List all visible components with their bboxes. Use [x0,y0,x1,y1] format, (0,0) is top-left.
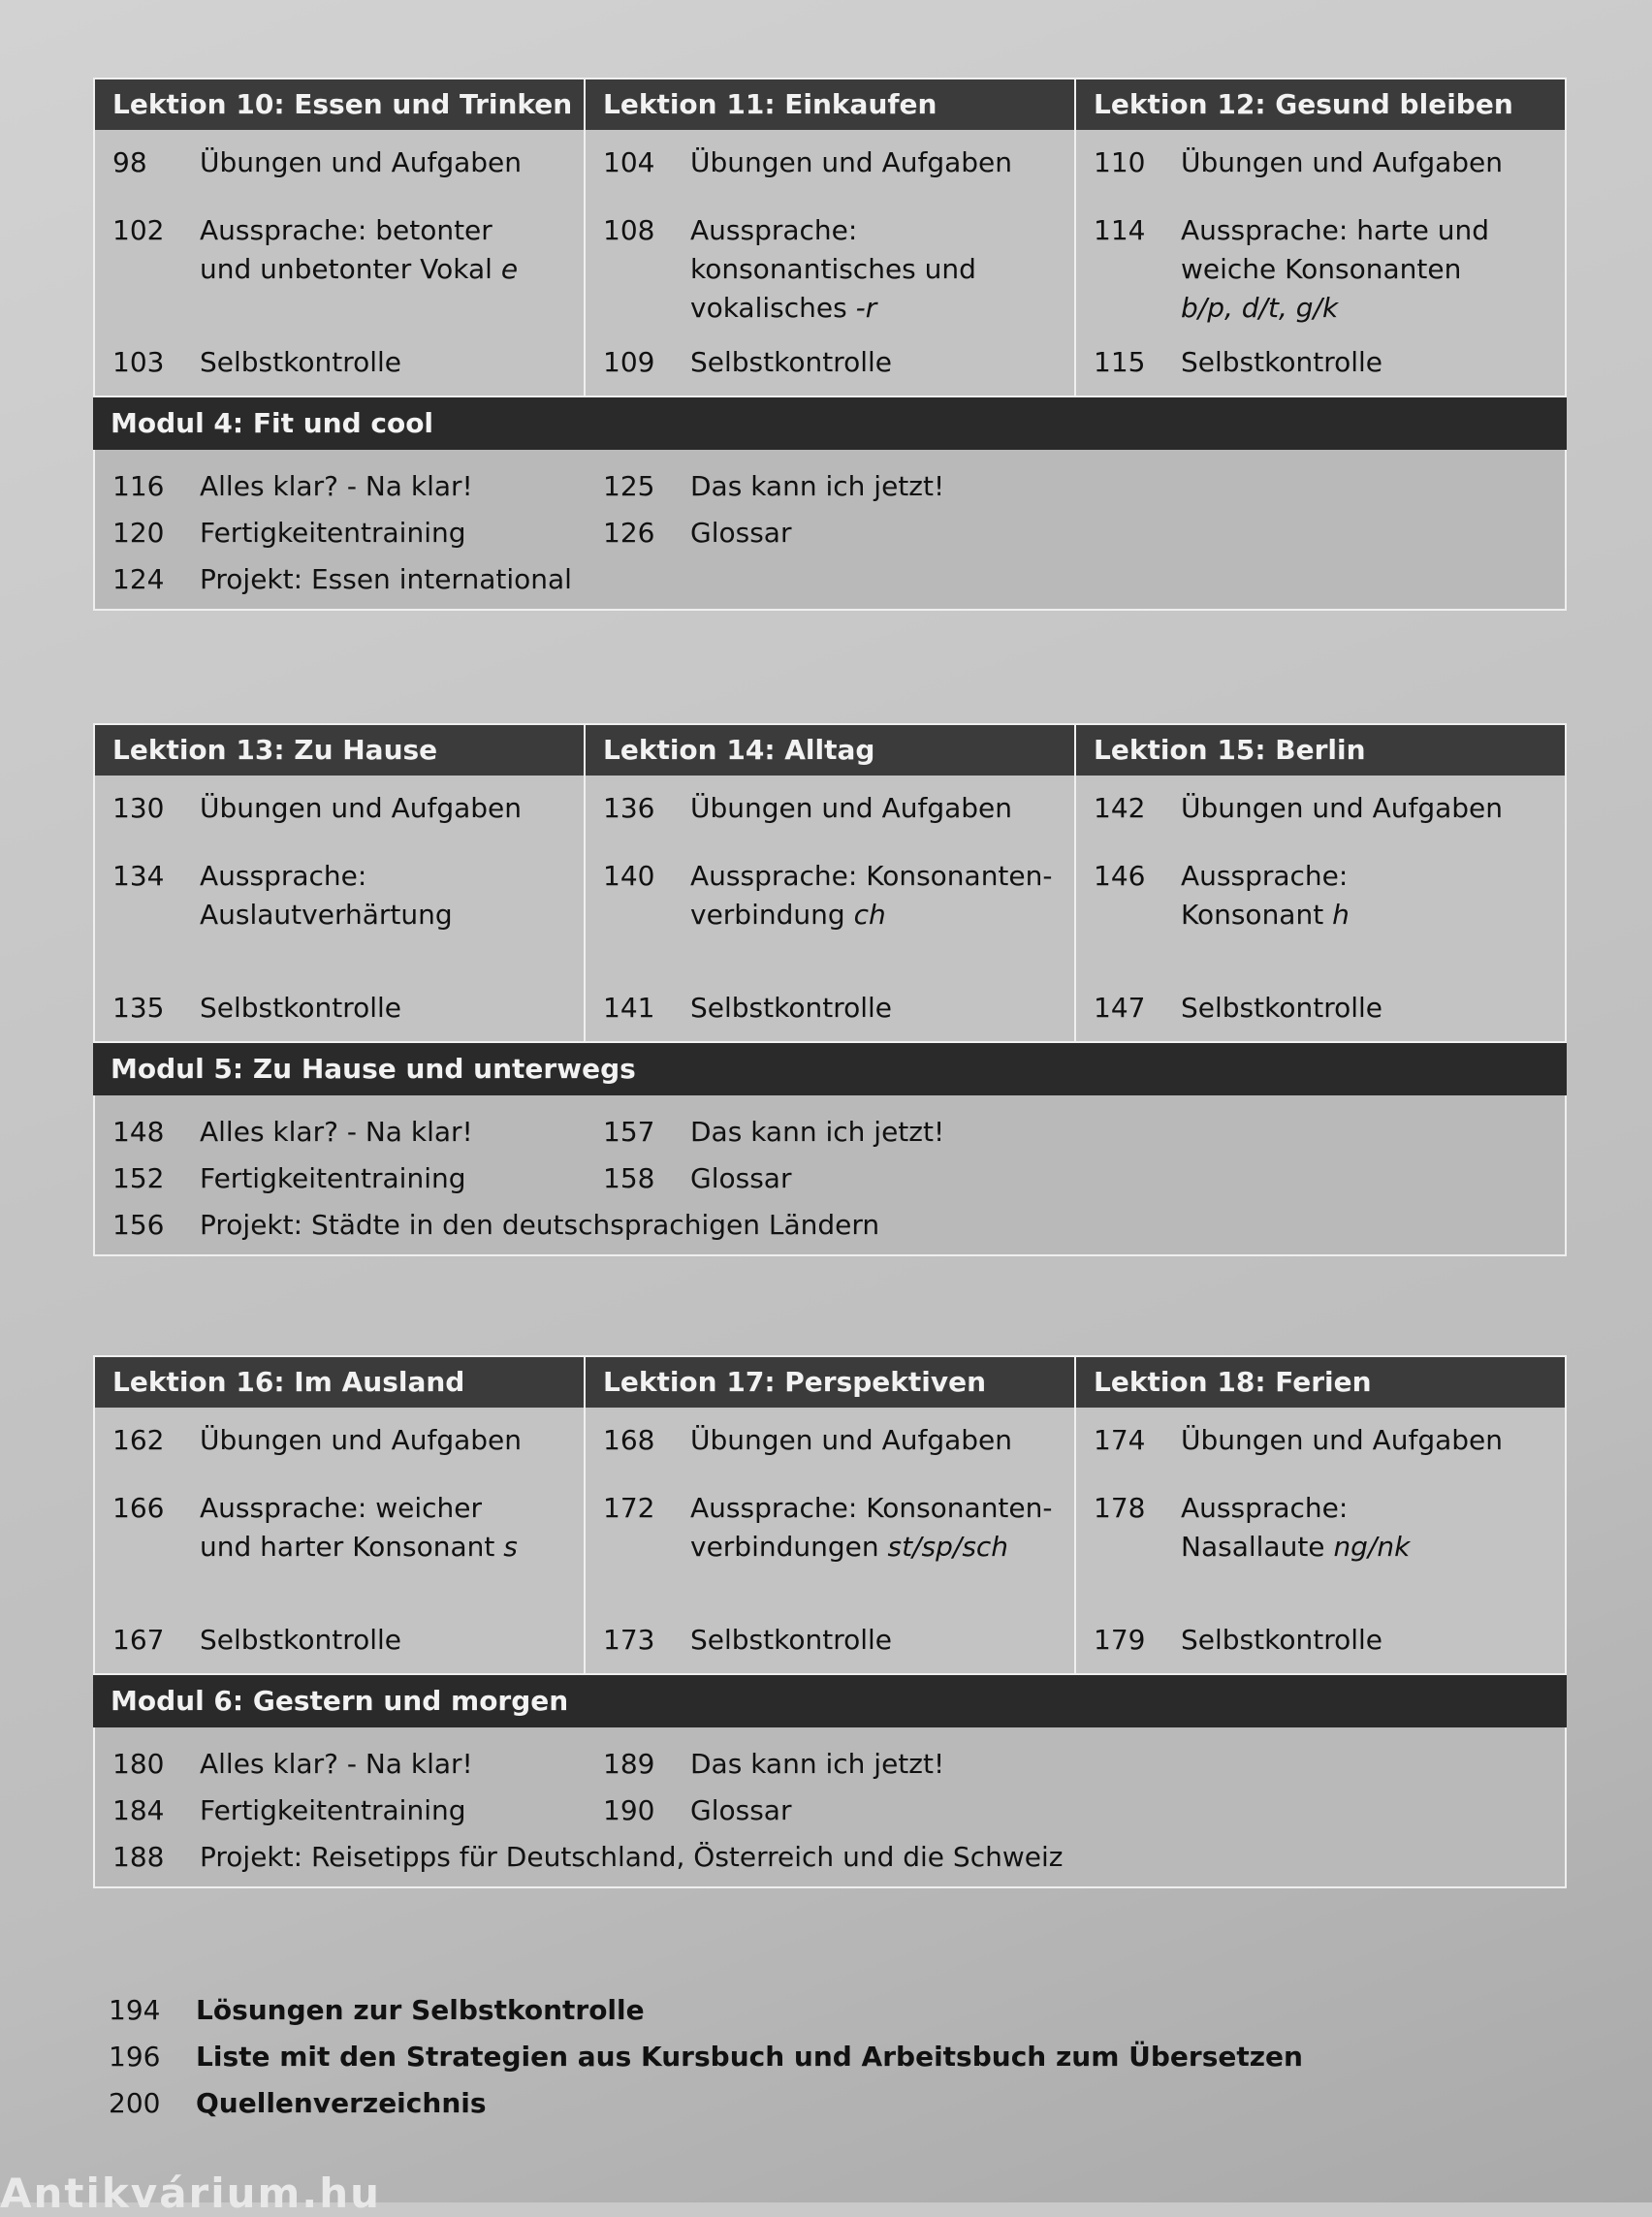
entry-text: Alles klar? - Na klar! [200,1116,473,1148]
page-number: 152 [112,1162,165,1194]
entry-text: Selbstkontrolle [690,346,893,378]
watermark: Antikvárium.hu [0,2169,382,2217]
appendix-list [109,1987,1369,2127]
lesson-column-13 [93,723,584,1043]
entry-text: Selbstkontrolle [200,1624,402,1656]
lesson-title: Lektion 11: Einkaufen [586,79,1074,130]
entry-text: Glossar [690,1162,792,1194]
lesson-column-14 [584,723,1074,1043]
page-number: 156 [112,1209,165,1241]
entry-text: Glossar [690,517,792,549]
lesson-column-12 [1074,78,1567,397]
page-number: 146 [1094,860,1146,892]
toc-section-2 [93,723,1567,1256]
lesson-row [93,723,1567,1043]
page-number: 134 [112,860,165,892]
entry-text: Selbstkontrolle [690,1624,893,1656]
page-number: 110 [1094,146,1146,178]
entry-text: Selbstkontrolle [200,992,402,1024]
page-number: 108 [603,214,655,246]
lesson-row [93,78,1567,397]
page-number: 147 [1094,992,1146,1024]
page-number: 168 [603,1424,655,1456]
page-number: 172 [603,1492,655,1524]
entry-text: Selbstkontrolle [1181,1624,1383,1656]
entry-text: Quellenverzeichnis [196,2087,487,2119]
entry-text: Aussprache: harte und weiche Konsonanten b/p, d/t, g/k [1181,214,1490,324]
entry-text: Aussprache: Konsonant h [1181,860,1350,931]
page-number: 115 [1094,346,1146,378]
page-number: 196 [109,2041,161,2073]
module-entries [93,1727,1567,1888]
entry-text: Übungen und Aufgaben [200,1424,523,1456]
page-number: 148 [112,1116,165,1148]
lesson-title: Lektion 13: Zu Hause [95,725,584,776]
appendix-entry [109,2034,1369,2080]
page-number: 130 [112,792,165,824]
page-number: 167 [112,1624,165,1656]
module-entries [93,1095,1567,1256]
page-number: 189 [603,1748,655,1780]
module-title: Modul 5: Zu Hause und unterwegs [93,1043,1567,1095]
entry-text: Das kann ich jetzt! [690,1116,945,1148]
toc-section-1 [93,78,1567,611]
entry-text: Selbstkontrolle [200,346,402,378]
appendix-entry [109,2080,1369,2127]
page-number: 120 [112,517,165,549]
page-number: 190 [603,1794,655,1826]
page-number: 114 [1094,214,1146,246]
entry-text: Übungen und Aufgaben [1181,792,1504,824]
lesson-title: Lektion 18: Ferien [1076,1357,1565,1408]
page-number: 180 [112,1748,165,1780]
lesson-title: Lektion 10: Essen und Trinken [95,79,584,130]
module-title: Modul 4: Fit und cool [93,397,1567,450]
entry-text: Selbstkontrolle [1181,992,1383,1024]
page-number: 140 [603,860,655,892]
page-number: 188 [112,1841,165,1873]
entry-text: Projekt: Städte in den deutschsprachigen Ländern [200,1209,880,1241]
lesson-column-17 [584,1355,1074,1675]
lesson-title: Lektion 12: Gesund bleiben [1076,79,1565,130]
entry-text: Aussprache: Konsonanten- verbindung ch [690,860,1053,931]
page-number: 179 [1094,1624,1146,1656]
page-number: 142 [1094,792,1146,824]
entry-text: Selbstkontrolle [690,992,893,1024]
page-number: 103 [112,346,165,378]
appendix-entry [109,1987,1369,2034]
entry-text: Fertigkeitentraining [200,1794,466,1826]
lesson-column-10 [93,78,584,397]
entry-text: Liste mit den Strategien aus Kursbuch und Arbeitsbuch zum Übersetzen [196,2041,1303,2073]
lesson-column-18 [1074,1355,1567,1675]
entry-text: Alles klar? - Na klar! [200,1748,473,1780]
page-number: 178 [1094,1492,1146,1524]
page-number: 166 [112,1492,165,1524]
page-number: 136 [603,792,655,824]
entry-text: Fertigkeitentraining [200,1162,466,1194]
entry-text: Selbstkontrolle [1181,346,1383,378]
page-number: 174 [1094,1424,1146,1456]
lesson-column-16 [93,1355,584,1675]
entry-text: Übungen und Aufgaben [1181,1424,1504,1456]
entry-text: Projekt: Essen international [200,563,572,595]
page-number: 109 [603,346,655,378]
entry-text: Lösungen zur Selbstkontrolle [196,1994,645,2026]
entry-text: Fertigkeitentraining [200,517,466,549]
entry-text: Übungen und Aufgaben [200,146,523,178]
entry-text: Aussprache: Auslautverhärtung [200,860,453,931]
entry-text: Übungen und Aufgaben [690,146,1013,178]
entry-text: Aussprache: konsonantisches und vokalisches -r [690,214,976,324]
entry-text: Übungen und Aufgaben [1181,146,1504,178]
entry-text: Übungen und Aufgaben [690,792,1013,824]
entry-text: Das kann ich jetzt! [690,1748,945,1780]
toc-section-3 [93,1355,1567,1888]
page-number: 135 [112,992,165,1024]
page-number: 104 [603,146,655,178]
lesson-column-11 [584,78,1074,397]
page-number: 141 [603,992,655,1024]
lesson-title: Lektion 17: Perspektiven [586,1357,1074,1408]
entry-text: Übungen und Aufgaben [200,792,523,824]
entry-text: Projekt: Reisetipps für Deutschland, Österreich und die Schweiz [200,1841,1064,1873]
page-number: 158 [603,1162,655,1194]
page-number: 116 [112,470,165,502]
module-title: Modul 6: Gestern und morgen [93,1675,1567,1727]
entry-text: Übungen und Aufgaben [690,1424,1013,1456]
page-number: 125 [603,470,655,502]
lesson-title: Lektion 16: Im Ausland [95,1357,584,1408]
page-number: 162 [112,1424,165,1456]
page-number: 102 [112,214,165,246]
page-number: 126 [603,517,655,549]
entry-text: Alles klar? - Na klar! [200,470,473,502]
lesson-title: Lektion 14: Alltag [586,725,1074,776]
entry-text: Das kann ich jetzt! [690,470,945,502]
lesson-column-15 [1074,723,1567,1043]
page-number: 184 [112,1794,165,1826]
page-number: 98 [112,146,147,178]
entry-text: Aussprache: Konsonanten- verbindungen st/sp/sch [690,1492,1053,1563]
page-number: 200 [109,2087,161,2119]
page-number: 173 [603,1624,655,1656]
entry-text: Aussprache: Nasallaute ng/nk [1181,1492,1411,1563]
page-number: 157 [603,1116,655,1148]
page-number: 194 [109,1994,161,2026]
entry-text: Aussprache: betonter und unbetonter Vokal e [200,214,519,285]
entry-text: Glossar [690,1794,792,1826]
module-entries [93,450,1567,611]
lesson-row [93,1355,1567,1675]
page-number: 124 [112,563,165,595]
entry-text: Aussprache: weicher und harter Konsonant s [200,1492,518,1563]
lesson-title: Lektion 15: Berlin [1076,725,1565,776]
